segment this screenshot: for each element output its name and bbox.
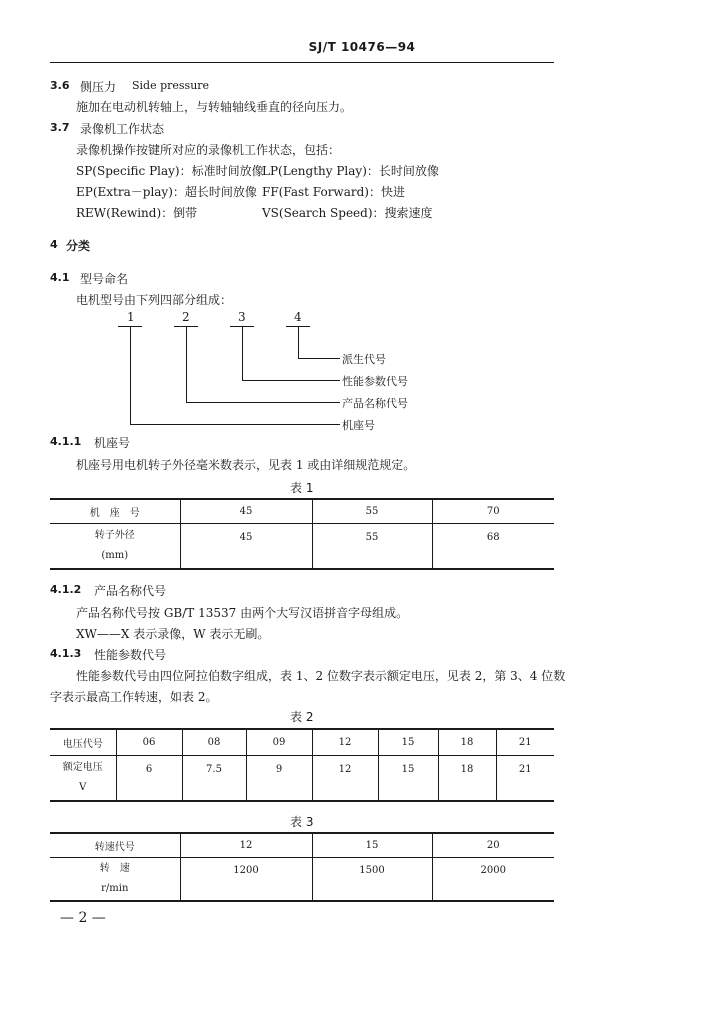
table-cell: 68 [486, 531, 500, 543]
state-ep: EP(Extra－play)：超长时间放像 [76, 185, 257, 199]
table-1-row-frame [50, 499, 554, 523]
table-2-caption: 表 2 [290, 710, 314, 724]
table-2-row-rated-voltage [50, 755, 554, 801]
table-1-row2-label-b: (mm) [101, 549, 129, 561]
section-4-1-2-title: 产品名称代号 [94, 584, 167, 598]
section-3-6-title-en: Side pressure [132, 79, 210, 92]
diagram-digit-2: 2 [182, 310, 190, 324]
table-1-caption: 表 1 [290, 481, 314, 495]
table-2-row1-label: 电压代号 [50, 729, 116, 755]
header-rule [50, 62, 554, 63]
section-3-6-number: 3.6 [50, 79, 70, 92]
table-1-row-rotor [50, 523, 554, 569]
table-cell: 55 [312, 499, 432, 523]
section-4-1-1-text: 机座号用电机转子外径毫米数表示，见表 1 或由详细规范规定。 [76, 458, 416, 472]
table-cell: 9 [246, 755, 312, 801]
table-cell: 08 [182, 729, 246, 755]
diagram-digit-4: 4 [294, 310, 302, 324]
table-cell: 12 [312, 755, 378, 801]
section-3-6-text: 施加在电动机转轴上，与转轴轴线垂直的径向压力。 [76, 100, 353, 114]
diagram-label-performance: 性能参数代号 [342, 375, 408, 388]
table-3-row1-label: 转速代号 [50, 833, 180, 857]
section-4-1-2-text-2: XW——X 表示录像，W 表示无刷。 [76, 627, 270, 641]
section-4-1-1-number: 4.1.1 [50, 435, 82, 448]
page-number: — 2 — [60, 910, 106, 926]
table-cell: 15 [378, 755, 438, 801]
state-ff: FF(Fast Forward)：快进 [262, 185, 405, 199]
table-cell: 2000 [480, 864, 506, 876]
section-3-7-intro: 录像机操作按键所对应的录像机工作状态，包括： [76, 143, 341, 157]
diagram-label-frame: 机座号 [342, 419, 375, 432]
table-cell: 6 [116, 755, 182, 801]
table-3-row-speed-code [50, 833, 554, 857]
table-3-row-speed [50, 857, 554, 901]
section-3-7-number: 3.7 [50, 121, 70, 134]
diagram-stem-2 [186, 326, 187, 403]
section-4-1-3-number: 4.1.3 [50, 647, 82, 660]
diagram-stem-1 [130, 326, 131, 425]
section-4-title: 分类 [66, 239, 91, 253]
table-cell: 20 [432, 833, 554, 857]
section-4-number: 4 [50, 238, 58, 251]
diagram-label-product-name: 产品名称代号 [342, 397, 408, 410]
table-2-row-voltage-code [50, 729, 554, 755]
diagram-leader-1 [130, 424, 340, 425]
section-4-1-number: 4.1 [50, 271, 70, 284]
document-code: SJ/T 10476—94 [308, 40, 416, 54]
diagram-leader-2 [186, 402, 340, 403]
table-cell: 70 [432, 499, 554, 523]
table-cell: 09 [246, 729, 312, 755]
table-2-row2-label-b: V [79, 781, 87, 793]
table-cell: 12 [180, 833, 312, 857]
table-2-row2-label-a: 额定电压 [62, 761, 103, 773]
table-3-row2-label [50, 857, 180, 901]
table-3-caption: 表 3 [290, 815, 314, 829]
table-cell: 1200 [180, 857, 312, 901]
table-cell: 45 [180, 523, 312, 569]
table-cell: 15 [378, 729, 438, 755]
diagram-leader-3 [242, 380, 340, 381]
table-3-row2-label-a: 转 速 [99, 862, 130, 874]
table-3 [50, 832, 554, 902]
table-1-row1-label: 机 座 号 [50, 499, 180, 523]
table-2 [50, 728, 554, 802]
diagram-digit-3: 3 [238, 310, 246, 324]
table-cell: 15 [312, 833, 432, 857]
state-vs: VS(Search Speed)：搜索速度 [262, 206, 433, 220]
section-4-1-3-title: 性能参数代号 [94, 648, 167, 662]
diagram-digit-1: 1 [127, 310, 135, 324]
state-sp: SP(Specific Play)：标准时间放像 [76, 164, 264, 178]
section-4-1-title: 型号命名 [80, 272, 129, 286]
table-1-row2-label-a: 转子外径 [94, 529, 135, 541]
table-3-row2-label-b: r/min [101, 882, 129, 894]
section-4-1-3-text-1: 性能参数代号由四位阿拉伯数字组成，表 1、2 位数字表示额定电压，见表 2，第 3、4 位数 [76, 669, 566, 683]
table-1-row2-label [50, 523, 180, 569]
section-4-1-2-text-1: 产品名称代号按 GB/T 13537 由两个大写汉语拼音字母组成。 [76, 606, 409, 620]
table-cell: 12 [312, 729, 378, 755]
diagram-label-derivative: 派生代号 [342, 353, 386, 366]
table-cell: 06 [116, 729, 182, 755]
diagram-stem-3 [242, 326, 243, 381]
diagram-leader-4 [298, 358, 340, 359]
table-cell: 1500 [312, 857, 432, 901]
section-4-1-1-title: 机座号 [94, 436, 131, 450]
table-cell: 45 [180, 499, 312, 523]
section-4-1-3-text-2: 字表示最高工作转速，如表 2。 [50, 690, 218, 704]
table-cell: 21 [518, 763, 532, 775]
table-cell: 18 [438, 755, 496, 801]
state-lp: LP(Lengthy Play)：长时间放像 [262, 164, 439, 178]
table-cell: 7.5 [182, 755, 246, 801]
diagram-stem-4 [298, 326, 299, 359]
table-cell: 55 [312, 523, 432, 569]
section-4-1-text: 电机型号由下列四部分组成： [76, 293, 233, 307]
section-3-7-title: 录像机工作状态 [80, 122, 165, 136]
table-cell: 18 [438, 729, 496, 755]
table-1 [50, 498, 554, 570]
section-4-1-2-number: 4.1.2 [50, 583, 82, 596]
section-3-6-title: 侧压力 [80, 80, 117, 94]
state-rew: REW(Rewind)：倒带 [76, 206, 198, 220]
table-2-row2-label [50, 755, 116, 801]
table-cell: 21 [496, 729, 554, 755]
